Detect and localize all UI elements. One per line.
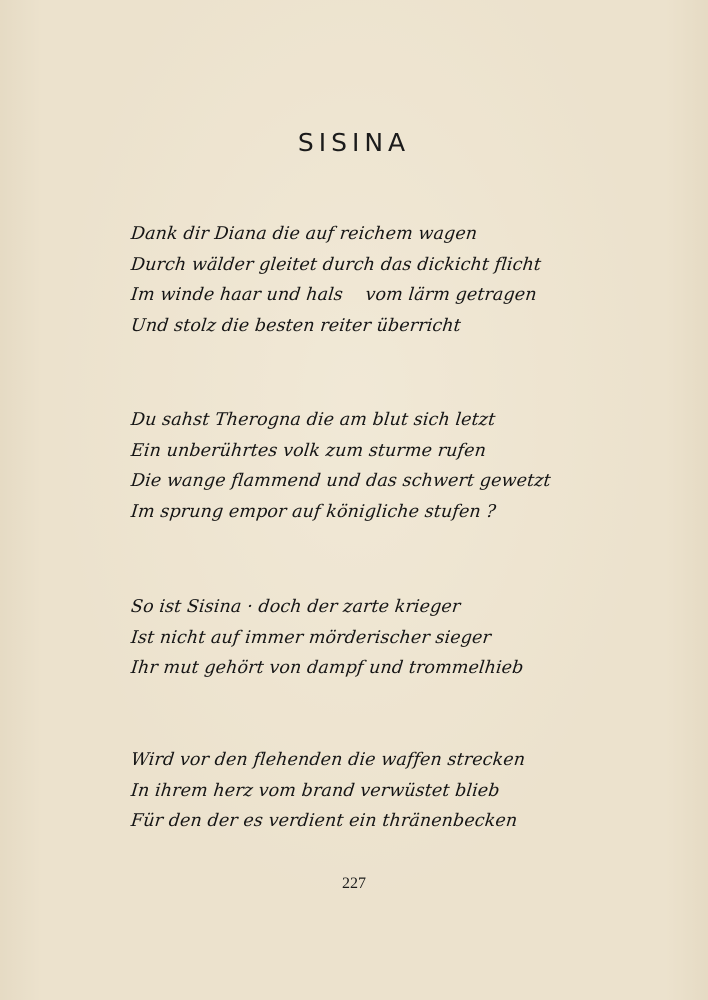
verse-line: Die wange flammend und das schwert gewetzt <box>129 471 552 491</box>
verse-line: Im sprung empor auf königliche stufen ? <box>129 501 497 522</box>
verse-line: Du sahst Therogna die am blut sich letzt <box>129 410 497 430</box>
verse-line: So ist Sisina · doch der zarte krieger <box>129 597 462 617</box>
verse-line: Für den der es verdient ein thränenbecken <box>129 811 519 831</box>
verse-line: Dank dir Diana die auf reichem wagen <box>129 224 479 244</box>
verse-line: Ein unberührtes volk zum sturme rufen <box>129 440 488 461</box>
stanza-1 <box>131 219 591 341</box>
verse-line: Und stolz die besten reiter überricht <box>129 315 462 336</box>
verse-line: Ihr mut gehört von dampf und trommelhieb <box>129 658 525 678</box>
verse-line: Ist nicht auf immer mörderischer sieger <box>129 627 493 648</box>
verse-line: Wird vor den flehenden die waffen strecken <box>129 750 527 770</box>
stanza-2 <box>131 405 591 527</box>
page-number: 227 <box>342 875 366 892</box>
poem-title: SISINA <box>297 128 411 157</box>
verse-line: Im winde haar und hals vom lärm getragen <box>129 285 538 305</box>
stanza-3 <box>131 592 591 684</box>
verse-line: In ihrem herz vom brand verwüstet blieb <box>129 780 501 801</box>
verse-line: Durch wälder gleitet durch das dickicht flicht <box>129 254 543 275</box>
stanza-4 <box>131 745 591 837</box>
